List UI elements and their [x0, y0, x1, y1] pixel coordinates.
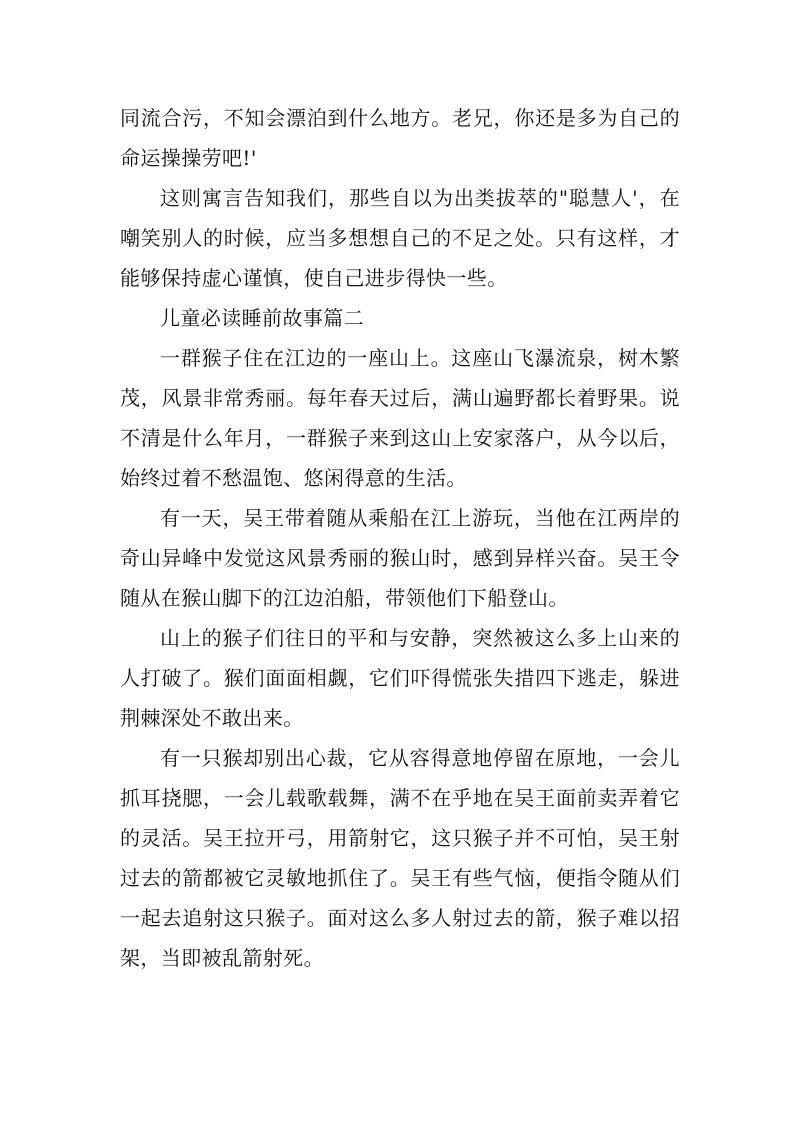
paragraph-continuation: 同流合污，不知会漂泊到什么地方。老兄，你还是多为自己的命运操操劳吧!' — [120, 106, 680, 170]
document-body — [120, 98, 680, 978]
paragraph-king-arrives: 有一天，吴王带着随从乘船在江上游玩，当他在江两岸的奇山异峰中发觉这风景秀丽的猴山时，感到异样兴奋。吴王令随从在猴山脚下的江边泊船，带领他们下船登山。 — [120, 506, 680, 610]
paragraph-clever-monkey: 有一只猴却别出心裁，它从容得意地停留在原地，一会儿抓耳挠腮，一会儿载歌载舞，满不在乎地在吴王面前卖弄着它的灵活。吴王拉开弓，用箭射它，这只猴子并不可怕，吴王射过去的箭都被它灵敏地抓住了。吴王有些气恼，便指令随从们一起去追射这只猴子。面对这么多人射过去的箭，猴子难以招架，当即被乱箭射死。 — [120, 746, 680, 970]
paragraph-moral: 这则寓言告知我们，那些自以为出类拔萃的"聪慧人'，在嘲笑别人的时候，应当多想想自己的不足之处。只有这样，才能够保持虚心谨慎，使自己进步得快一些。 — [120, 186, 680, 290]
paragraph-monkeys-flee: 山上的猴子们往日的平和与安静，突然被这么多上山来的人打破了。猴们面面相觑，它们吓得慌张失措四下逃走，躲进荆棘深处不敢出来。 — [120, 626, 680, 730]
section-title: 儿童必读睡前故事篇二 — [160, 306, 364, 330]
paragraph-monkey-mountain: 一群猴子住在江边的一座山上。这座山飞瀑流泉，树木繁茂，风景非常秀丽。每年春天过后，满山遍野都长着野果。说不清是什么年月，一群猴子来到这山上安家落户，从今以后，始终过着不愁温饱、悠闲得意的生活。 — [120, 346, 680, 490]
